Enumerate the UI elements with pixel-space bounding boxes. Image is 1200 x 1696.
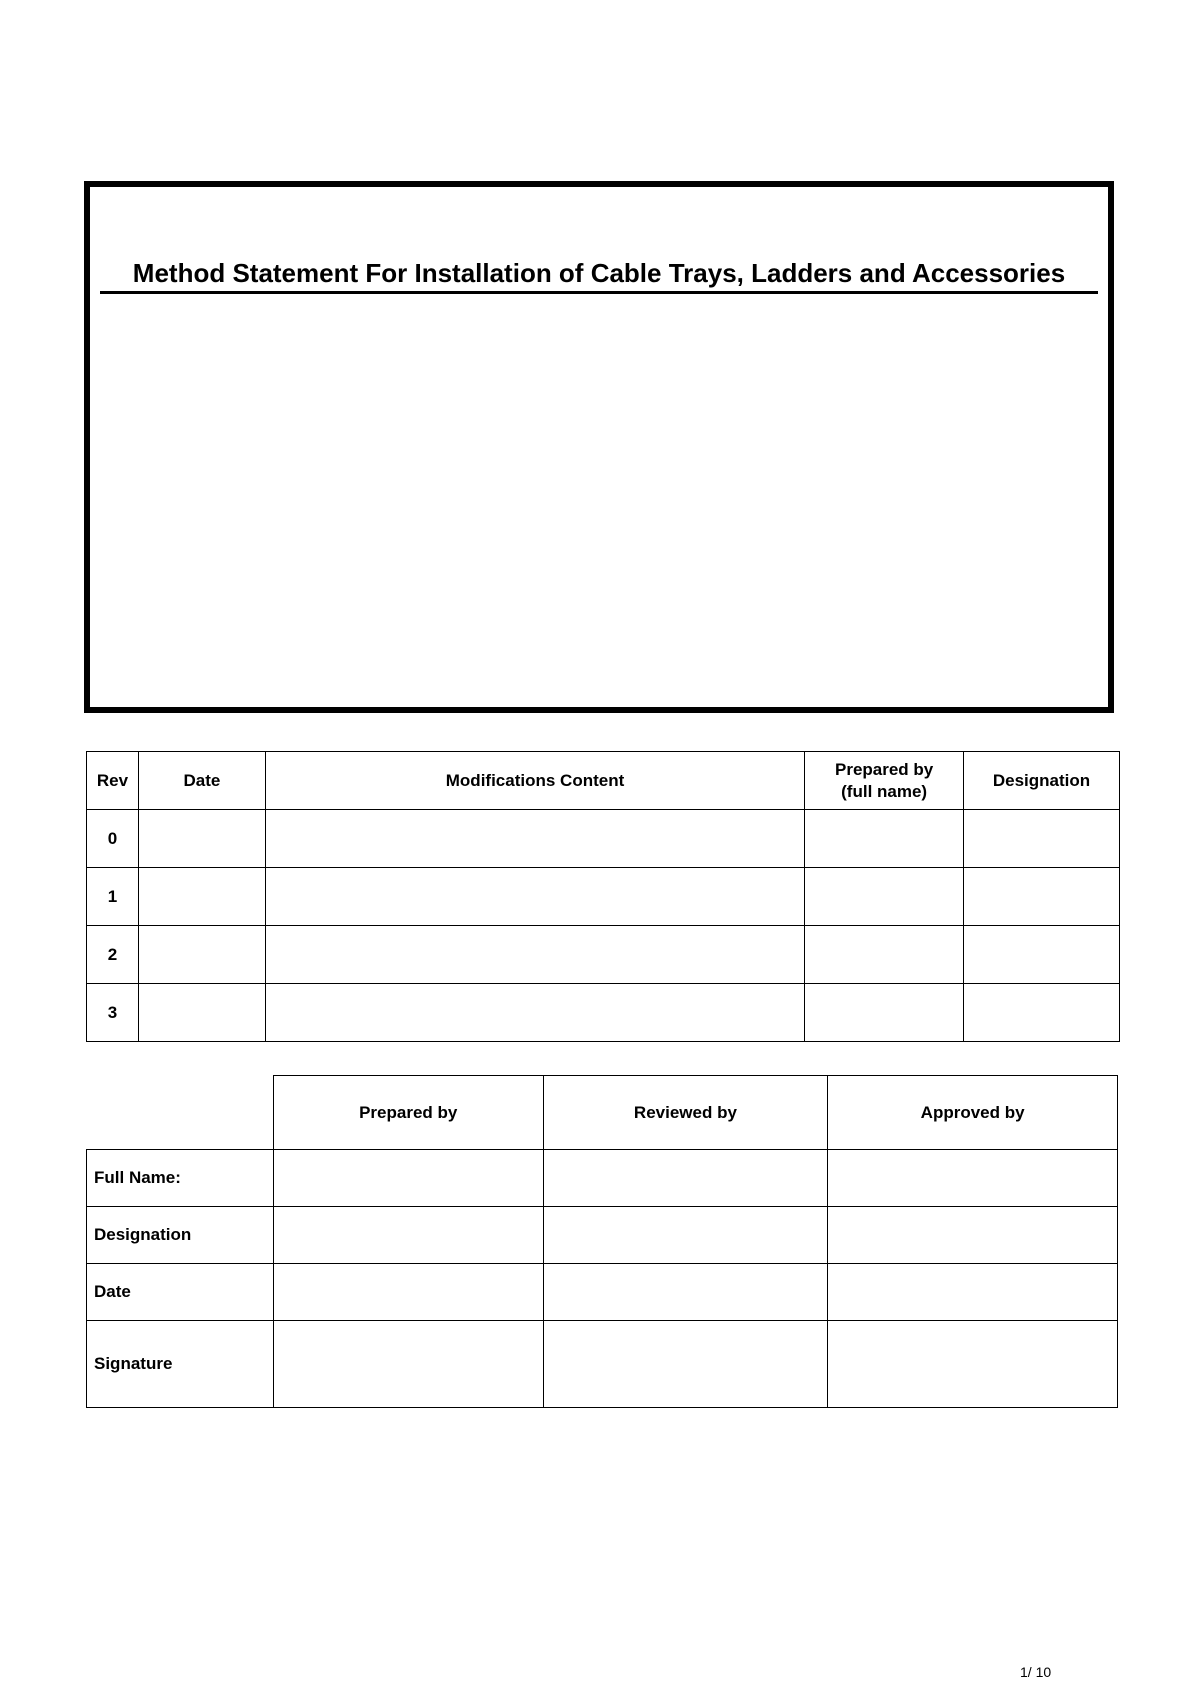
prepared-signature-cell[interactable] [273,1321,543,1408]
prepared-by-cell[interactable] [805,984,964,1042]
date-cell[interactable] [138,926,265,984]
content-cell[interactable] [265,926,804,984]
content-cell[interactable] [265,984,804,1042]
modifications-content-header: Modifications Content [265,752,804,810]
prepared-by-header-line2: (full name) [841,781,928,801]
page-number: 1/ 10 [1020,1664,1052,1680]
table-row [87,1321,1118,1408]
table-row [87,926,1120,984]
prepared-by-cell[interactable] [805,868,964,926]
designation-cell[interactable] [964,810,1120,868]
table-row [87,1150,1118,1207]
table-row [87,1207,1118,1264]
reviewed-signature-cell[interactable] [543,1321,828,1408]
prepared-designation-cell[interactable] [273,1207,543,1264]
reviewed-full-name-cell[interactable] [543,1150,828,1207]
rev-number: 2 [87,926,139,984]
document-title: Method Statement For Installation of Cable Trays, Ladders and Accessories [100,255,1098,294]
rev-number: 3 [87,984,139,1042]
designation-cell[interactable] [964,868,1120,926]
designation-label: Designation [87,1207,274,1264]
table-row [87,868,1120,926]
table-row [87,810,1120,868]
revision-table [86,751,1120,1042]
date-cell[interactable] [138,984,265,1042]
signoff-table [86,1075,1118,1408]
content-cell[interactable] [265,868,804,926]
approved-full-name-cell[interactable] [828,1150,1118,1207]
rev-header: Rev [87,752,139,810]
date-cell[interactable] [138,810,265,868]
approved-designation-cell[interactable] [828,1207,1118,1264]
blank-corner-cell [87,1076,274,1150]
revision-header-row [87,752,1120,810]
approved-by-column-header: Approved by [828,1076,1118,1150]
rev-number: 0 [87,810,139,868]
designation-cell[interactable] [964,926,1120,984]
prepared-by-cell[interactable] [805,926,964,984]
table-row [87,984,1120,1042]
reviewed-date-cell[interactable] [543,1264,828,1321]
date-cell[interactable] [138,868,265,926]
prepared-by-header [805,752,964,810]
prepared-full-name-cell[interactable] [273,1150,543,1207]
designation-cell[interactable] [964,984,1120,1042]
table-row [87,1264,1118,1321]
signoff-header-row [87,1076,1118,1150]
prepared-by-header-line1: Prepared by [834,759,934,779]
content-cell[interactable] [265,810,804,868]
designation-header: Designation [964,752,1120,810]
title-box [84,181,1114,713]
date-label: Date [87,1264,274,1321]
approved-signature-cell[interactable] [828,1321,1118,1408]
reviewed-by-column-header: Reviewed by [543,1076,828,1150]
signature-label: Signature [87,1321,274,1408]
prepared-date-cell[interactable] [273,1264,543,1321]
full-name-label: Full Name: [87,1150,274,1207]
rev-number: 1 [87,868,139,926]
approved-date-cell[interactable] [828,1264,1118,1321]
prepared-by-cell[interactable] [805,810,964,868]
reviewed-designation-cell[interactable] [543,1207,828,1264]
date-header: Date [138,752,265,810]
prepared-by-column-header: Prepared by [273,1076,543,1150]
